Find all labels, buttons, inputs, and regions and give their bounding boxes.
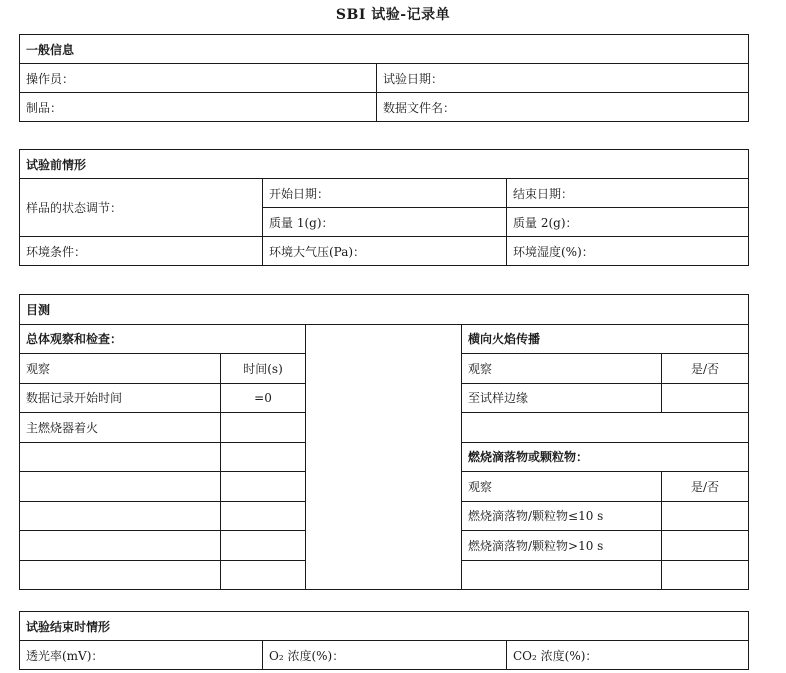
mass2-field[interactable]: 质量 2(g)： [507,208,749,237]
lateral-yes-no-header: 是/否 [662,354,749,384]
humidity-field[interactable]: 环境湿度(%)： [507,237,749,266]
visual-header: 目测 [20,295,749,325]
droplets-extra-label[interactable] [462,560,662,590]
observe-col-header: 观察 [20,354,221,384]
obs-row-1-time[interactable]: =0 [221,383,306,413]
obs-row-2-time[interactable] [221,413,306,443]
end-state-table [19,611,749,670]
mass1-field[interactable]: 质量 1(g)： [263,208,507,237]
droplets-extra-value[interactable] [662,560,749,590]
obs-row-5-time[interactable] [221,501,306,531]
obs-row-5-label[interactable] [20,501,221,531]
obs-row-3-time[interactable] [221,442,306,472]
obs-row-7-label[interactable] [20,560,221,590]
droplets-gt10-label: 燃烧滴落物/颗粒物>10 s [462,531,662,561]
transmission-field[interactable]: 透光率(mV)： [20,641,263,670]
droplets-yes-no-header: 是/否 [662,472,749,502]
visual-table [19,294,749,590]
co2-field[interactable]: CO₂ 浓度(%)： [507,641,749,670]
pressure-field[interactable]: 环境大气压(Pa)： [263,237,507,266]
lateral-blank-row [462,413,749,443]
droplets-le10-label: 燃烧滴落物/颗粒物≤10 s [462,501,662,531]
droplets-header: 燃烧滴落物或颗粒物： [462,442,749,472]
blank-column [306,324,462,590]
lateral-observe-header: 观察 [462,354,662,384]
operator-field[interactable]: 操作员： [20,64,377,93]
test-date-field[interactable]: 试验日期： [377,64,749,93]
droplets-observe-header: 观察 [462,472,662,502]
end-date-field[interactable]: 结束日期： [507,179,749,208]
lateral-spread-header: 横向火焰传播 [462,324,749,354]
obs-row-6-label[interactable] [20,531,221,561]
obs-row-1-label: 数据记录开始时间 [20,383,221,413]
droplets-le10-value[interactable] [662,501,749,531]
start-date-field[interactable]: 开始日期： [263,179,507,208]
general-info-table [19,34,749,122]
obs-row-3-label[interactable] [20,442,221,472]
overall-observation-header: 总体观察和检查： [20,324,306,354]
lateral-edge-label: 至试样边缘 [462,383,662,413]
obs-row-2-label: 主燃烧器着火 [20,413,221,443]
droplets-gt10-value[interactable] [662,531,749,561]
lateral-edge-value[interactable] [662,383,749,413]
o2-field[interactable]: O₂ 浓度(%)： [263,641,507,670]
end-state-header: 试验结束时情形 [20,612,749,641]
time-col-header: 时间(s) [221,354,306,384]
pretest-header: 试验前情形 [20,150,749,179]
data-file-field[interactable]: 数据文件名： [377,93,749,122]
obs-row-4-time[interactable] [221,472,306,502]
product-field[interactable]: 制品： [20,93,377,122]
obs-row-4-label[interactable] [20,472,221,502]
pretest-table [19,149,749,266]
obs-row-7-time[interactable] [221,560,306,590]
obs-row-6-time[interactable] [221,531,306,561]
general-info-header: 一般信息 [20,35,749,64]
conditioning-label: 样品的状态调节： [20,179,263,237]
form-title: SBI 试验-记录单 [335,7,451,23]
env-cond-label: 环境条件： [20,237,263,266]
